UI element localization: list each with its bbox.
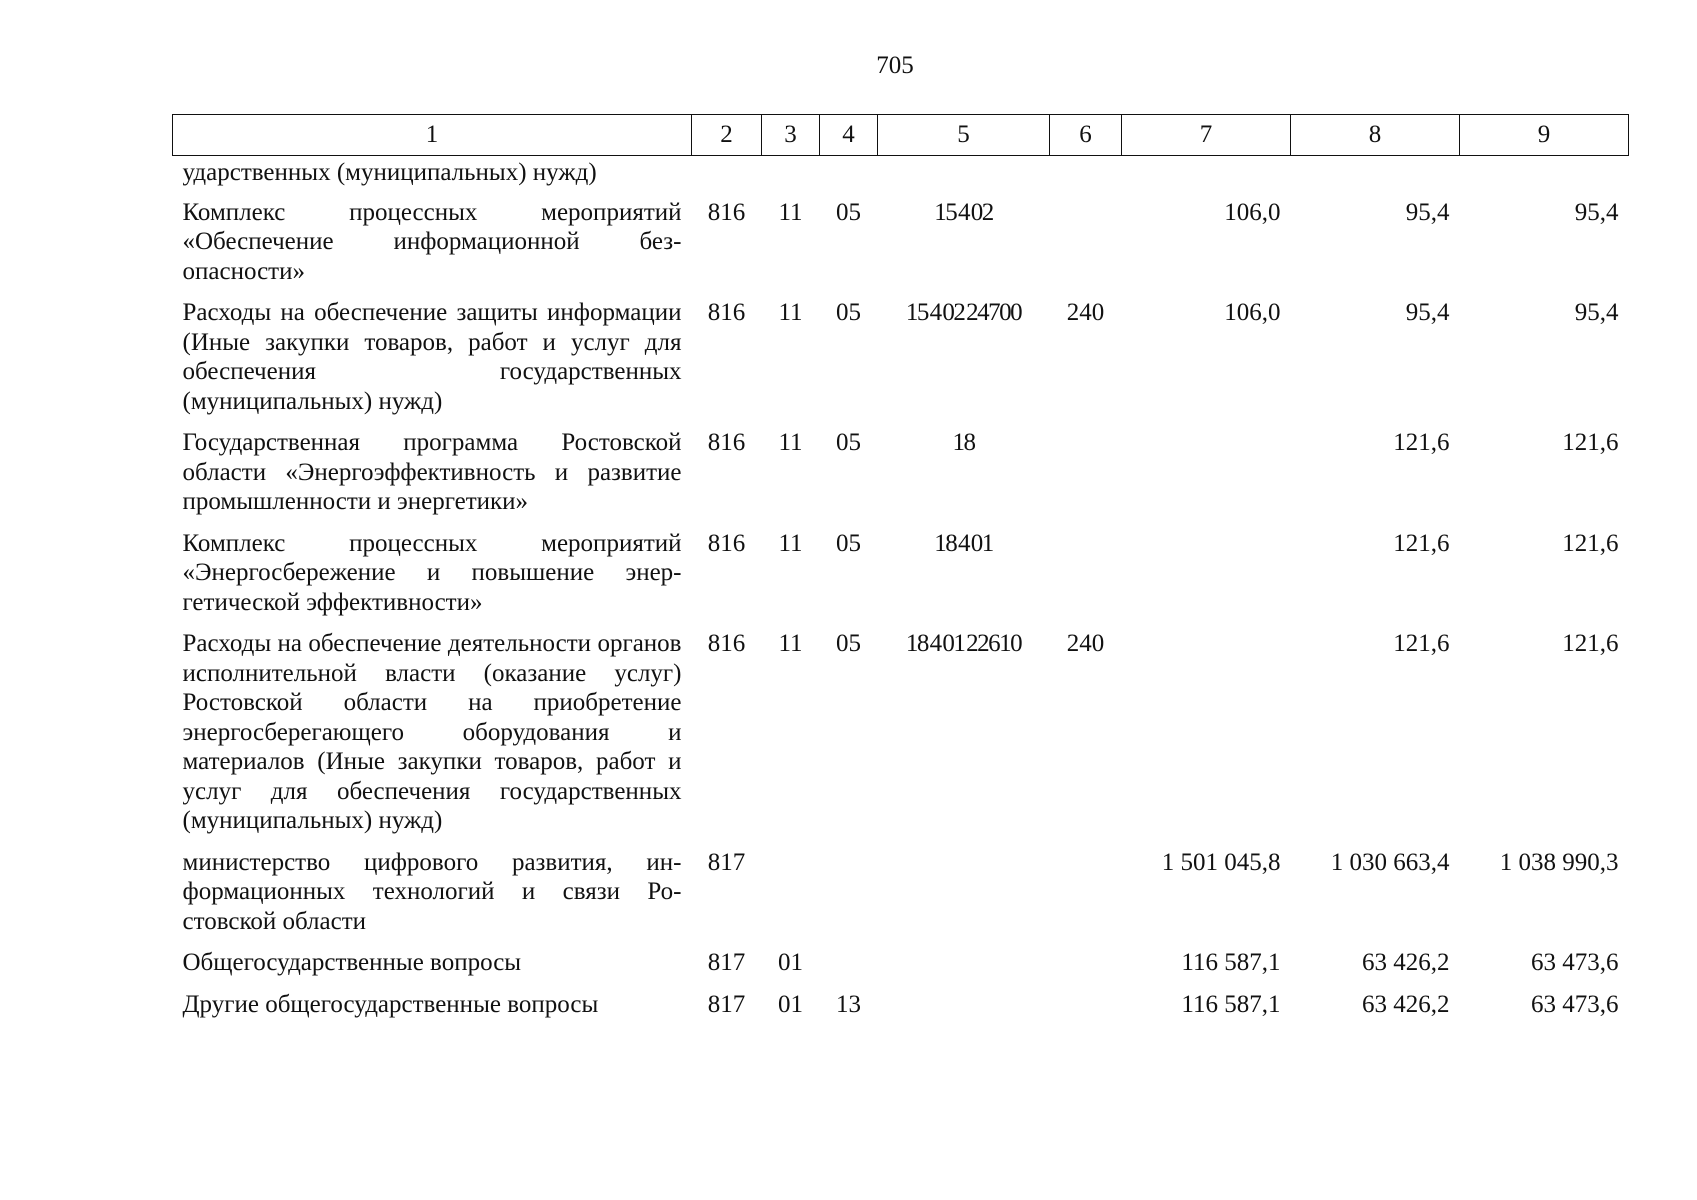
table-row xyxy=(173,623,1629,842)
cell-code-6 xyxy=(1050,192,1122,293)
budget-table xyxy=(172,114,1629,1025)
table-row xyxy=(173,942,1629,984)
cell-code-4: 13 xyxy=(836,990,861,1018)
table-row xyxy=(173,156,1629,192)
cell-code-6 xyxy=(1050,422,1122,523)
cell-code-4 xyxy=(820,842,878,943)
column-header: 8 xyxy=(1291,115,1460,156)
cell-amount-7 xyxy=(1122,422,1291,523)
cell-amount-9: 1 038 990,3 xyxy=(1499,848,1619,876)
cell-code-3: 11 xyxy=(778,429,803,456)
cell-amount-9 xyxy=(1460,156,1629,192)
row-name: Общегосударственные вопросы xyxy=(182,949,522,976)
row-name: Расходы на обеспечение защиты информации (Иные закупки товаров, работ и услуг для обеспечения государственных (муниципальных) нужд) xyxy=(182,299,682,415)
cell-code-6 xyxy=(1050,523,1122,624)
row-name: Государственная программа Ростовской области «Энергоэффективность и развитие промышленности и энергетики» xyxy=(182,429,682,515)
cell-amount-8: 95,4 xyxy=(1405,198,1450,226)
cell-code-6: 240 xyxy=(1066,299,1105,326)
table-row xyxy=(173,292,1629,422)
column-header: 7 xyxy=(1122,115,1291,156)
cell-code-2: 817 xyxy=(707,848,746,876)
column-header: 2 xyxy=(692,115,762,156)
cell-code-6 xyxy=(1050,156,1122,192)
header-row xyxy=(173,115,1629,156)
cell-code-6: 240 xyxy=(1066,630,1105,657)
row-name: министерство цифрового развития, информационных технологий и связи Ростовской области xyxy=(182,848,682,935)
cell-amount-8: 63 426,2 xyxy=(1362,990,1450,1018)
cell-amount-7: 116 587,1 xyxy=(1181,949,1281,976)
cell-amount-7: 116 587,1 xyxy=(1181,990,1281,1018)
column-header: 1 xyxy=(173,115,692,156)
cell-code-5 xyxy=(878,942,1050,984)
cell-code-4: 05 xyxy=(836,299,861,326)
cell-amount-9: 95,4 xyxy=(1574,198,1619,226)
column-header: 4 xyxy=(820,115,878,156)
cell-code-4: 05 xyxy=(836,429,861,456)
cell-code-2 xyxy=(692,156,762,192)
page-number: 705 xyxy=(876,52,914,79)
cell-amount-7: 1 501 045,8 xyxy=(1161,848,1281,876)
cell-amount-9: 121,6 xyxy=(1562,429,1619,456)
cell-amount-7 xyxy=(1122,623,1291,842)
cell-amount-7 xyxy=(1122,523,1291,624)
cell-code-2: 816 xyxy=(707,429,746,456)
cell-code-4: 05 xyxy=(836,630,861,657)
cell-code-5: 15 4 02 24700 xyxy=(905,299,1022,326)
cell-amount-7: 106,0 xyxy=(1224,299,1281,326)
cell-code-3 xyxy=(762,156,820,192)
cell-code-2: 816 xyxy=(707,299,746,326)
cell-code-4: 05 xyxy=(836,198,861,226)
cell-amount-9: 121,6 xyxy=(1562,529,1619,557)
cell-amount-8: 95,4 xyxy=(1405,299,1450,326)
cell-amount-8: 121,6 xyxy=(1393,630,1450,657)
table-row xyxy=(173,523,1629,624)
cell-code-5 xyxy=(878,842,1050,943)
column-header: 5 xyxy=(878,115,1050,156)
cell-amount-9: 63 473,6 xyxy=(1531,990,1619,1018)
cell-code-6 xyxy=(1050,842,1122,943)
cell-amount-7: 106,0 xyxy=(1224,198,1281,226)
cell-code-2: 816 xyxy=(707,529,746,557)
cell-code-5: 15 4 02 xyxy=(934,198,993,226)
column-header: 3 xyxy=(762,115,820,156)
cell-code-5 xyxy=(878,984,1050,1026)
cell-code-4 xyxy=(820,156,878,192)
cell-code-4 xyxy=(820,942,878,984)
cell-code-5: 18 4 01 xyxy=(934,529,993,557)
cell-amount-9: 95,4 xyxy=(1574,299,1619,326)
cell-code-5 xyxy=(878,156,1050,192)
cell-code-4: 05 xyxy=(836,529,861,557)
cell-code-3: 11 xyxy=(778,529,803,557)
cell-code-3: 01 xyxy=(778,949,803,976)
row-name: Комплекс процессных мероприятий «Энергосбережение и повышение энергетической эффективности» xyxy=(182,529,682,616)
cell-code-6 xyxy=(1050,942,1122,984)
cell-amount-8: 121,6 xyxy=(1393,429,1450,456)
cell-amount-8: 1 030 663,4 xyxy=(1330,848,1450,876)
cell-code-5: 18 xyxy=(952,429,975,456)
column-header: 9 xyxy=(1460,115,1629,156)
cell-code-2: 816 xyxy=(707,630,746,657)
cell-code-6 xyxy=(1050,984,1122,1026)
cell-amount-8 xyxy=(1291,156,1460,192)
cell-amount-8: 63 426,2 xyxy=(1362,949,1450,976)
cell-code-3: 11 xyxy=(778,299,803,326)
row-name: Расходы на обеспечение деятельности органов исполнительной власти (оказание услуг) Ростовской области на приобретение энергосберегающего оборудования и материалов (Иные закупки товаров, работ и услуг для обеспечения государственных (муниципальных) нужд) xyxy=(182,630,682,834)
column-header: 6 xyxy=(1050,115,1122,156)
table-row xyxy=(173,422,1629,523)
budget-table-container xyxy=(172,114,1628,1025)
cell-code-3: 01 xyxy=(778,990,803,1018)
cell-code-3: 11 xyxy=(778,630,803,657)
cell-code-2: 816 xyxy=(707,198,746,226)
cell-amount-8: 121,6 xyxy=(1393,529,1450,557)
cell-amount-9: 121,6 xyxy=(1562,630,1619,657)
cell-code-3: 11 xyxy=(778,198,803,226)
table-row xyxy=(173,192,1629,293)
table-row xyxy=(173,842,1629,943)
row-name: Комплекс процессных мероприятий «Обеспечение информационной безопасности» xyxy=(182,198,682,285)
cell-amount-7 xyxy=(1122,156,1291,192)
cell-code-5: 18 4 01 22610 xyxy=(905,630,1022,657)
cell-code-3 xyxy=(762,842,820,943)
table-row xyxy=(173,984,1629,1026)
cell-code-2: 817 xyxy=(707,949,746,976)
row-name: Другие общегосударственные вопросы xyxy=(182,990,599,1018)
row-name: ударственных (муниципальных) нужд) xyxy=(182,159,597,186)
cell-code-2: 817 xyxy=(707,990,746,1018)
cell-amount-9: 63 473,6 xyxy=(1531,949,1619,976)
